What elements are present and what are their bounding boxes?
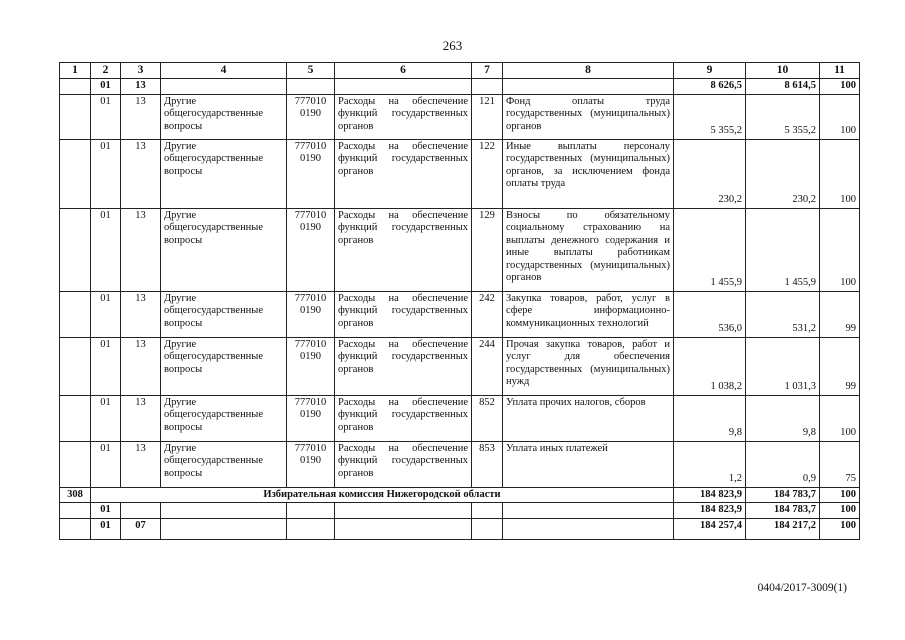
cell-planned: 184 257,4 xyxy=(674,518,746,539)
empty-cell xyxy=(287,518,335,539)
target-code-part: 0190 xyxy=(300,351,321,362)
header-row xyxy=(60,63,860,79)
empty-cell xyxy=(161,518,287,539)
cell-target-name: Расходы на обеспечение функций государственных органов xyxy=(335,291,472,337)
target-code-part: 777010 xyxy=(294,338,327,350)
header-cell: 2 xyxy=(91,63,121,79)
empty-cell xyxy=(287,79,335,95)
cell-actual: 230,2 xyxy=(746,139,820,208)
cell-planned: 230,2 xyxy=(674,139,746,208)
cell-section: 01 xyxy=(91,94,121,139)
cell-c1 xyxy=(60,79,91,95)
cell-planned: 536,0 xyxy=(674,291,746,337)
cell-section: 01 xyxy=(91,337,121,395)
table-row xyxy=(60,208,860,291)
page-number: 263 xyxy=(442,38,463,53)
cell-subsection-name: Другие общегосударственные вопросы xyxy=(161,139,287,208)
cell-subsection: 07 xyxy=(121,518,161,539)
empty-cell xyxy=(472,518,503,539)
cell-planned: 1 455,9 xyxy=(674,208,746,291)
cell-actual: 5 355,2 xyxy=(746,94,820,139)
empty-cell xyxy=(60,395,91,441)
empty-cell xyxy=(60,441,91,487)
header-cell: 6 xyxy=(335,63,472,79)
cell-subsection: 13 xyxy=(121,291,161,337)
target-code-part: 0190 xyxy=(300,409,321,420)
empty-cell xyxy=(60,94,91,139)
target-code-part: 0190 xyxy=(300,305,321,316)
document-code: 0404/2017-3009(1) xyxy=(757,582,847,594)
cell-target-name: Расходы на обеспечение функций государственных органов xyxy=(335,441,472,487)
cell-percent: 100 xyxy=(820,503,860,519)
cell-percent: 100 xyxy=(820,94,860,139)
empty-cell xyxy=(60,337,91,395)
empty-cell xyxy=(335,518,472,539)
cell-actual: 0,9 xyxy=(746,441,820,487)
cell-actual: 184 217,2 xyxy=(746,518,820,539)
budget-table xyxy=(59,62,860,540)
cell-section: 01 xyxy=(91,441,121,487)
cell-subsection-name: Другие общегосударственные вопросы xyxy=(161,337,287,395)
cell-section: 01 xyxy=(91,395,121,441)
empty-cell xyxy=(503,518,674,539)
cell-section: 01 xyxy=(91,139,121,208)
header-cell: 3 xyxy=(121,63,161,79)
header-cell: 4 xyxy=(161,63,287,79)
cell-actual: 9,8 xyxy=(746,395,820,441)
cell-target-code xyxy=(287,441,335,487)
empty-cell xyxy=(60,208,91,291)
table-row xyxy=(60,337,860,395)
cell-expense-name: Фонд оплаты труда государственных (муниципальных) органов xyxy=(503,94,674,139)
cell-percent: 100 xyxy=(820,139,860,208)
header-cell: 8 xyxy=(503,63,674,79)
cell-org-code: 308 xyxy=(60,487,91,503)
cell-target-code xyxy=(287,395,335,441)
empty-cell xyxy=(287,503,335,519)
cell-target-name: Расходы на обеспечение функций государственных органов xyxy=(335,94,472,139)
cell-subsection xyxy=(121,503,161,519)
target-code-part: 777010 xyxy=(294,95,327,107)
cell-percent: 99 xyxy=(820,337,860,395)
empty-cell xyxy=(335,79,472,95)
cell-actual: 531,2 xyxy=(746,291,820,337)
header-cell: 5 xyxy=(287,63,335,79)
table-row xyxy=(60,441,860,487)
header-cell: 10 xyxy=(746,63,820,79)
empty-cell xyxy=(161,79,287,95)
header-cell: 7 xyxy=(472,63,503,79)
empty-cell xyxy=(60,291,91,337)
target-code-part: 0190 xyxy=(300,455,321,466)
cell-expense-name: Закупка товаров, работ, услуг в сфере информационно-коммуникационных технологий xyxy=(503,291,674,337)
cell-actual: 184 783,7 xyxy=(746,503,820,519)
target-code-part: 0190 xyxy=(300,153,321,164)
header-cell: 9 xyxy=(674,63,746,79)
target-code-part: 0190 xyxy=(300,108,321,119)
cell-section: 01 xyxy=(91,79,121,95)
table-row xyxy=(60,94,860,139)
cell-target-name: Расходы на обеспечение функций государственных органов xyxy=(335,208,472,291)
empty-cell xyxy=(335,503,472,519)
cell-section: 01 xyxy=(91,208,121,291)
target-code-part: 777010 xyxy=(294,209,327,221)
cell-subsection: 13 xyxy=(121,94,161,139)
target-code-part: 777010 xyxy=(294,140,327,152)
header-cell: 11 xyxy=(820,63,860,79)
target-code-part: 777010 xyxy=(294,292,327,304)
cell-target-code xyxy=(287,139,335,208)
empty-cell xyxy=(503,503,674,519)
empty-cell xyxy=(60,139,91,208)
cell-percent: 100 xyxy=(820,487,860,503)
cell-subsection: 13 xyxy=(121,79,161,95)
cell-expense-type: 852 xyxy=(472,395,503,441)
cell-subsection: 13 xyxy=(121,208,161,291)
table-row xyxy=(60,291,860,337)
cell-planned: 5 355,2 xyxy=(674,94,746,139)
cell-subsection: 13 xyxy=(121,441,161,487)
cell-planned: 1 038,2 xyxy=(674,337,746,395)
cell-expense-type: 122 xyxy=(472,139,503,208)
cell-expense-name: Прочая закупка товаров, работ и услуг для обеспечения государственных (муниципальных) нужд xyxy=(503,337,674,395)
target-code-part: 777010 xyxy=(294,442,327,454)
cell-expense-type: 244 xyxy=(472,337,503,395)
cell-subsection: 13 xyxy=(121,337,161,395)
cell-percent: 100 xyxy=(820,79,860,95)
cell-target-name: Расходы на обеспечение функций государственных органов xyxy=(335,139,472,208)
cell-target-name: Расходы на обеспечение функций государственных органов xyxy=(335,395,472,441)
cell-actual: 184 783,7 xyxy=(746,487,820,503)
cell-actual: 1 031,3 xyxy=(746,337,820,395)
cell-percent: 100 xyxy=(820,395,860,441)
cell-subsection-name: Другие общегосударственные вопросы xyxy=(161,441,287,487)
cell-subsection-name: Другие общегосударственные вопросы xyxy=(161,94,287,139)
empty-cell xyxy=(503,79,674,95)
cell-percent: 100 xyxy=(820,518,860,539)
cell-section: 01 xyxy=(91,291,121,337)
cell-target-code xyxy=(287,208,335,291)
cell-planned: 9,8 xyxy=(674,395,746,441)
cell-percent: 75 xyxy=(820,441,860,487)
cell-target-code xyxy=(287,291,335,337)
empty-cell xyxy=(60,503,91,519)
cell-planned: 184 823,9 xyxy=(674,487,746,503)
target-code-part: 777010 xyxy=(294,396,327,408)
cell-section: 01 xyxy=(91,503,121,519)
org-title: Избирательная комиссия Нижегородской области xyxy=(91,487,674,503)
cell-subsection-name: Другие общегосударственные вопросы xyxy=(161,395,287,441)
cell-expense-name: Уплата прочих налогов, сборов xyxy=(503,395,674,441)
header-cell: 1 xyxy=(60,63,91,79)
empty-cell xyxy=(60,518,91,539)
cell-target-code xyxy=(287,337,335,395)
cell-planned: 184 823,9 xyxy=(674,503,746,519)
cell-expense-type: 121 xyxy=(472,94,503,139)
cell-expense-name: Уплата иных платежей xyxy=(503,441,674,487)
cell-target-name: Расходы на обеспечение функций государственных органов xyxy=(335,337,472,395)
target-code-part: 0190 xyxy=(300,222,321,233)
empty-cell xyxy=(161,503,287,519)
sum-row xyxy=(60,518,860,539)
cell-subsection-name: Другие общегосударственные вопросы xyxy=(161,208,287,291)
cell-subsection-name: Другие общегосударственные вопросы xyxy=(161,291,287,337)
cell-percent: 100 xyxy=(820,208,860,291)
cell-expense-type: 853 xyxy=(472,441,503,487)
cell-percent: 99 xyxy=(820,291,860,337)
table-row xyxy=(60,395,860,441)
sum-row xyxy=(60,503,860,519)
cell-subsection: 13 xyxy=(121,395,161,441)
cell-expense-type: 129 xyxy=(472,208,503,291)
cell-section: 01 xyxy=(91,518,121,539)
empty-cell xyxy=(472,79,503,95)
cell-planned: 8 626,5 xyxy=(674,79,746,95)
empty-cell xyxy=(472,503,503,519)
section-row xyxy=(60,79,860,95)
cell-subsection: 13 xyxy=(121,139,161,208)
cell-expense-name: Иные выплаты персоналу государственных (муниципальных) органов, за исключением фонда оплаты труда xyxy=(503,139,674,208)
table-row xyxy=(60,139,860,208)
cell-planned: 1,2 xyxy=(674,441,746,487)
cell-target-code xyxy=(287,94,335,139)
cell-expense-name: Взносы по обязательному социальному страхованию на выплаты денежного содержания и иные выплаты работникам государственных (муниципальных) органов xyxy=(503,208,674,291)
cell-expense-type: 242 xyxy=(472,291,503,337)
cell-actual: 8 614,5 xyxy=(746,79,820,95)
cell-actual: 1 455,9 xyxy=(746,208,820,291)
org-row xyxy=(60,487,860,503)
